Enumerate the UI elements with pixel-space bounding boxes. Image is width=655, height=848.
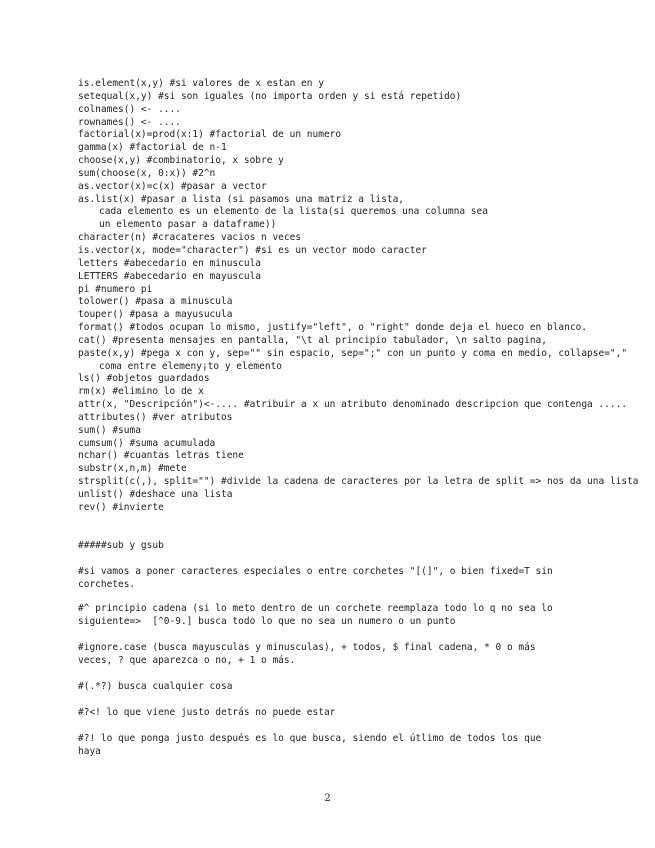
code-listing: [78, 78, 638, 515]
paragraph-any-match: [78, 680, 598, 693]
code-line: ls() #objetos guardados: [78, 373, 210, 385]
code-line: pi #numero pi: [78, 283, 153, 295]
page-number: 2: [324, 793, 331, 804]
code-line: is.element(x,y) #si valores de x estan en y: [78, 78, 324, 89]
code-line: is.vector(x, mode="character") #si es un vector modo caracter: [78, 244, 427, 256]
code-line: attr(x, "Descripción")<-.... #atribuir a x un atributo denominado descripcion que contenga .....: [78, 399, 628, 411]
code-line: rownames() <- ....: [78, 116, 181, 128]
code-line: gamma(x) #factorial de n-1: [78, 142, 227, 154]
code-line: coma entre elemeny¡to y elemento: [99, 360, 283, 372]
paragraph-line: #^ principio cadena (si lo meto dentro de un corchete reemplaza todo lo q no sea lo: [78, 603, 553, 614]
code-line: as.list(x) #pasar a lista (si pasamos una matriz a lista,: [78, 193, 405, 205]
code-line: rev() #invierte: [78, 501, 164, 513]
code-line: cat() #presenta mensajes en pantalla, "\t al principio tabulador, \n salto pagina,: [78, 334, 547, 346]
code-line: strsplit(c(,), split="") #divide la cadena de caracteres por la letra de split => nos da una lista: [78, 476, 639, 488]
paragraph-line: corchetes.: [78, 579, 136, 591]
code-line: LETTERS #abecedario en mayuscula: [78, 270, 262, 282]
paragraph-line: haya: [78, 746, 101, 758]
code-line: cada elemento es un elemento de la lista(si queremos una columna sea: [99, 206, 488, 218]
paragraph-lookahead: [78, 732, 598, 759]
code-line: factorial(x)=prod(x:1) #factorial de un numero: [78, 129, 342, 141]
code-line: nchar() #cuantas letras tiene: [78, 450, 244, 462]
paragraph-line: #ignore.case (busca mayusculas y minusculas), + todos, $ final cadena, * 0 o más: [78, 642, 536, 653]
paragraph-line: #(.*?) busca cualquier cosa: [78, 681, 233, 692]
code-line: choose(x,y) #combinatorio, x sobre y: [78, 155, 284, 167]
code-line: sum(choose(x, 0:x)) #2^n: [78, 167, 216, 179]
code-line: unlist() #deshace una lista: [78, 489, 233, 500]
paragraph-line: siguiente=> [^0-9.] busca todo lo que no sea un numero o un punto: [78, 616, 456, 628]
code-line: touper() #pasa a mayusucula: [78, 309, 233, 321]
code-line: character(n) #cracateres vacios n veces: [78, 232, 302, 244]
paragraph-caret: [78, 602, 598, 629]
code-line: un elemento pasar a dataframe)): [99, 219, 277, 231]
code-line: substr(x,n,m) #mete: [78, 463, 187, 475]
code-line: attributes() #ver atributos: [78, 411, 233, 423]
code-line: as.vector(x)=c(x) #pasar a vector: [78, 180, 267, 192]
paragraph-line: #si vamos a poner caracteres especiales o entre corchetes "[(]", o bien fixed=T sin: [78, 566, 553, 577]
paragraph-ignore-case: [78, 641, 598, 668]
paragraph-line: #?<! lo que viene justo detrás no puede estar: [78, 707, 336, 718]
code-line: paste(x,y) #pega x con y, sep="" sin espacio, sep=";" con un punto y coma en medio, collapse=",": [78, 347, 628, 359]
paragraph-line: veces, ? que aparezca o no, + 1 o más.: [78, 655, 296, 667]
heading-sub-gsub: [78, 539, 598, 552]
paragraph-line: #?! lo que ponga justo después es lo que busca, siendo el útlimo de todos los que: [78, 733, 542, 744]
code-line: letters #abecedario en minuscula: [78, 257, 262, 269]
code-line: cumsum() #suma acumulada: [78, 437, 216, 449]
code-line: format() #todos ocupan lo mismo, justify="left", o "right" donde deja el hueco en blanco.: [78, 322, 588, 334]
paragraph-special-characters: [78, 565, 598, 592]
code-line: colnames() <- ....: [78, 103, 181, 115]
paragraph-lookbehind: [78, 706, 598, 719]
code-line: sum() #suma: [78, 424, 141, 436]
code-line: rm(x) #elimino lo de x: [78, 386, 204, 398]
code-line: tolower() #pasa a minuscula: [78, 296, 233, 308]
paragraph-line: #####sub y gsub: [78, 540, 164, 551]
code-line: setequal(x,y) #si son iguales (no importa orden y si está repetido): [78, 90, 462, 102]
